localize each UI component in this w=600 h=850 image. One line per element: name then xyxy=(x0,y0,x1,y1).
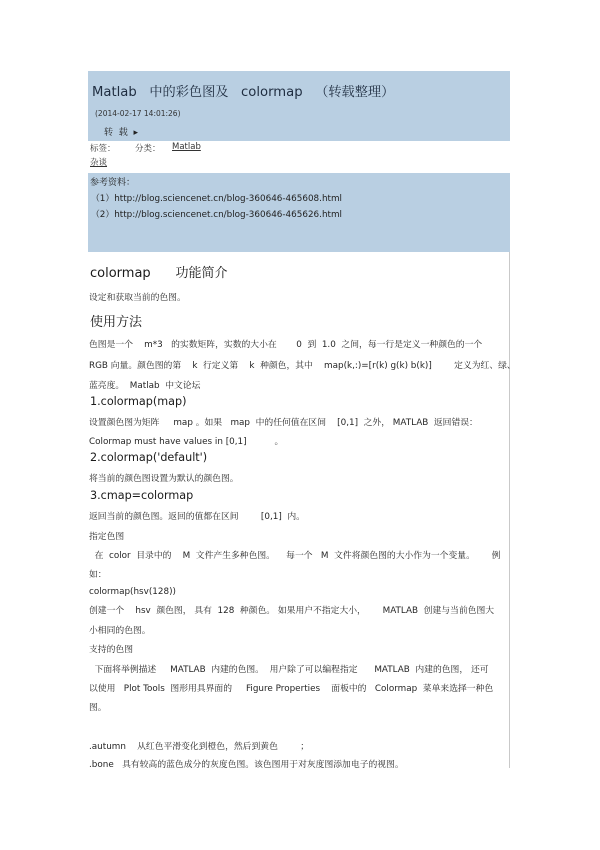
usage-line-3: 蓝亮度。 Matlab 中文论坛 xyxy=(89,381,201,391)
section-3-heading: 3.cmap=colormap xyxy=(90,489,194,502)
intro-heading: colormap 功能简介 xyxy=(90,266,228,281)
post-date: (2014-02-17 14:01:26) xyxy=(95,109,181,118)
specify-line-2: 如： xyxy=(89,570,107,580)
category-label: 分类： xyxy=(135,144,161,154)
category-link-secondary[interactable]: 杂谈 xyxy=(90,158,108,168)
supported-line-1: 下面将举例描述 MATLAB 内建的色图。 用户除了可以编程指定 MATLAB 内建的色图， 还可 xyxy=(89,665,489,675)
reference-link-2[interactable]: （2）http://blog.sciencenet.cn/blog-360646-465626.html xyxy=(91,210,342,220)
category-link[interactable]: Matlab xyxy=(172,142,201,152)
section-2-heading: 2.colormap('default') xyxy=(90,451,208,464)
supported-colormaps-label: 支持的色图 xyxy=(89,645,133,655)
usage-line-2: RGB 向量。颜色图的第 k 行定义第 k 种颜色，其中 map(k,:)=[r(k) g(k) b(k)] 定义为红、绿、 xyxy=(89,361,516,371)
example-line-1: 创建一个 hsv 颜色图， 具有 128 种颜色。 如果用户不指定大小， MATLAB 创建与当前色图大 xyxy=(89,606,495,616)
example-code: colormap(hsv(128)) xyxy=(89,587,176,597)
specify-line-1: 在 color 目录中的 M 文件产生多种色图。 每一个 M 文件将颜色图的大小作为一个变量。 例 xyxy=(89,551,501,561)
specify-colormap-label: 指定色图 xyxy=(89,532,125,542)
section-2-text: 将当前的颜色图设置为默认的颜色图。 xyxy=(89,474,239,484)
section-1-heading: 1.colormap(map) xyxy=(90,395,187,408)
page-title: Matlab 中的彩色图及 colormap （转载整理） xyxy=(92,85,395,100)
usage-heading: 使用方法 xyxy=(90,315,143,330)
section-3-text: 返回当前的颜色图。返回的值都在区间 [0,1] 内。 xyxy=(89,512,305,522)
references-title: 参考资料： xyxy=(90,178,136,188)
right-border-line xyxy=(509,252,510,768)
autumn-description: .autumn 从红色平滑变化到橙色，然后到黄色 ； xyxy=(89,742,310,752)
tags-label: 标签： xyxy=(90,144,116,154)
bone-description: .bone 具有较高的蓝色成分的灰度色图。该色图用于对灰度图添加电子的视图。 xyxy=(89,760,404,770)
reference-link-1[interactable]: （1）http://blog.sciencenet.cn/blog-360646-465608.html xyxy=(91,194,342,204)
repost-link[interactable]: 转 载 ▸ xyxy=(104,128,138,138)
supported-line-2: 以使用 Plot Tools 图形用具界面的 Figure Properties 面板中的 Colormap 菜单来选择一种色 xyxy=(89,684,494,694)
usage-line-1: 色图是一个 m*3 的实数矩阵，实数的大小在 0 到 1.0 之间，每一行是定义一种颜色的一个 xyxy=(89,340,483,350)
intro-text: 设定和获取当前的色图。 xyxy=(89,293,186,303)
section-1-line-2: Colormap must have values in [0,1] 。 xyxy=(89,437,284,447)
supported-line-3: 图。 xyxy=(89,703,107,713)
section-1-line-1: 设置颜色图为矩阵 map 。如果 map 中的任何值在区间 [0,1] 之外， MATLAB 返回错误： xyxy=(89,418,478,428)
example-line-2: 小相同的色图。 xyxy=(89,626,151,636)
